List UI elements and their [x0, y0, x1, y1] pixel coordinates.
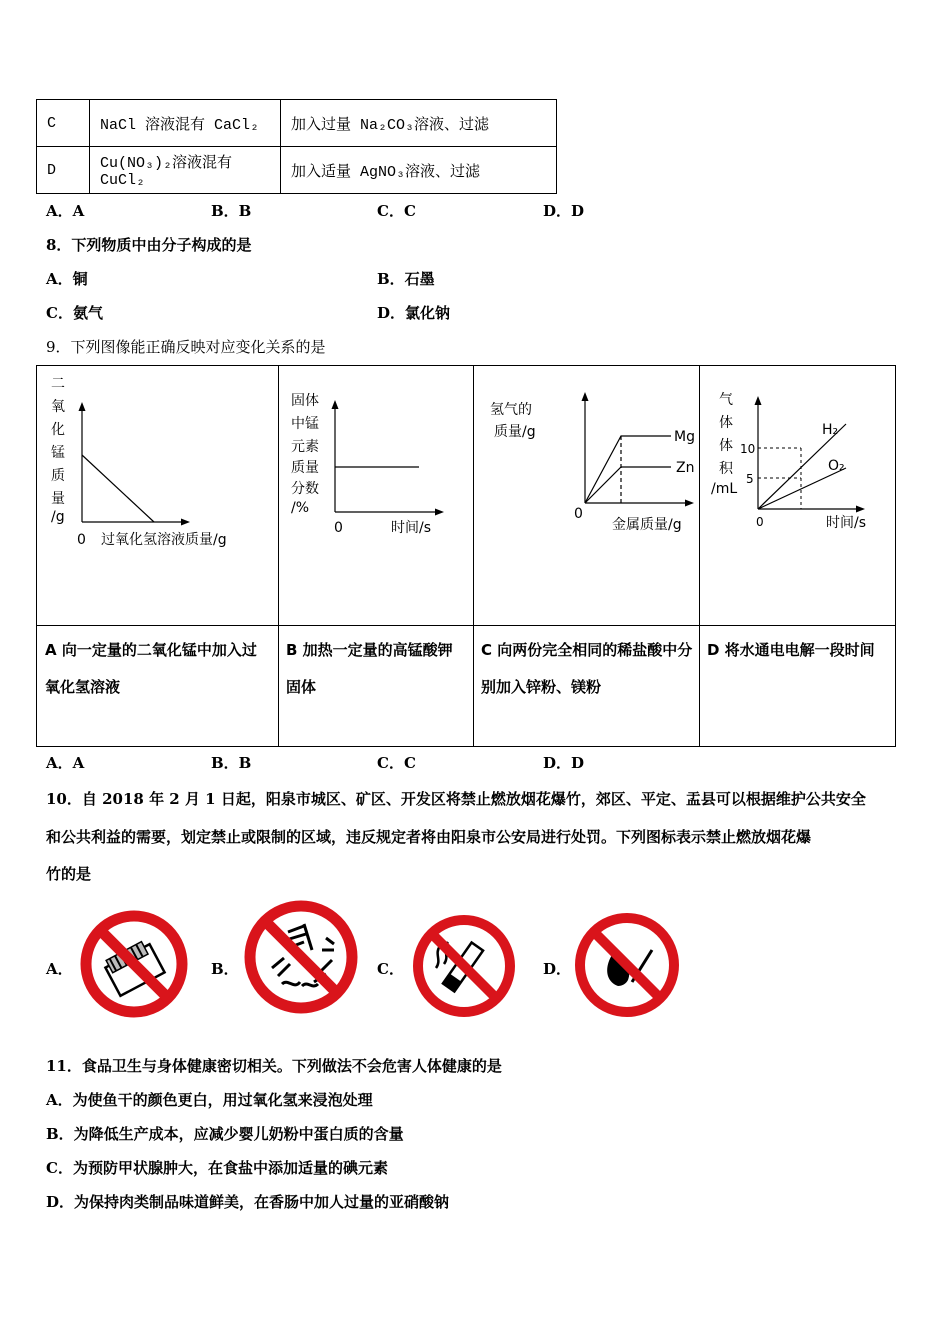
graph-d — [700, 366, 896, 624]
no-open-flame-sign-icon[interactable] — [572, 910, 682, 1020]
graph-d-o2-label: O₂ — [828, 458, 845, 474]
graph-a — [37, 366, 278, 624]
graph-d-tick-5: 5 — [746, 472, 754, 486]
svg-text:质量/g: 质量/g — [494, 424, 536, 440]
graph-d-ylabel — [711, 392, 737, 497]
graph-a-origin: 0 — [77, 532, 86, 548]
q10-stem-line-2: 和公共利益的需要，划定禁止或限制的区域，违反规定者将由阳泉市公安局进行处罚。下列图标表示禁止燃放烟花爆 — [46, 828, 812, 846]
no-fireworks-sign-icon[interactable] — [242, 898, 360, 1016]
graph-c — [474, 366, 699, 624]
no-matches-sign-icon[interactable] — [78, 908, 190, 1020]
svg-text:质量: 质量 — [291, 460, 319, 476]
q11-stem: 11．食品卫生与身体健康密切相关。下列做法不会危害人体健康的是 — [46, 1057, 502, 1075]
graph-a-xlabel: 过氧化氢溶液质量/g — [101, 532, 227, 548]
q8-option-a[interactable]: A．铜 — [46, 270, 88, 288]
svg-text:体: 体 — [719, 438, 733, 454]
q9-option-c[interactable]: C．C — [377, 754, 416, 772]
graph-b — [279, 366, 473, 624]
q7-option-a[interactable]: A．A — [46, 202, 85, 220]
graph-c-origin: 0 — [574, 506, 583, 522]
graph-c-ylabel — [490, 402, 536, 440]
method-cell: 加入适量 AgNO₃溶液、过滤 — [281, 147, 557, 194]
q9-caption-c: C 向两份完全相同的稀盐酸中分别加入锌粉、镁粉 — [481, 641, 693, 696]
svg-text:固体: 固体 — [291, 393, 319, 409]
graph-a-line — [82, 455, 154, 522]
table-row — [37, 100, 557, 147]
svg-text:量: 量 — [51, 491, 65, 507]
svg-text:质: 质 — [51, 468, 65, 484]
graph-d-tick-10: 10 — [740, 442, 756, 456]
graph-b-origin: 0 — [334, 520, 343, 536]
q10-option-c-label[interactable]: C． — [377, 960, 404, 978]
graph-c-xlabel: 金属质量/g — [612, 517, 682, 533]
q7-option-d[interactable]: D．D — [543, 202, 585, 220]
mixture-cell: Cu(NO₃)₂溶液混有 CuCl₂ — [90, 147, 281, 194]
svg-text:体: 体 — [719, 415, 733, 431]
row-label: C — [37, 100, 90, 147]
q7-option-b[interactable]: B．B — [211, 202, 252, 220]
svg-text:元素: 元素 — [291, 439, 319, 455]
reagent-table — [36, 99, 557, 194]
svg-text:氢气的: 氢气的 — [490, 402, 532, 418]
svg-text:二: 二 — [51, 376, 65, 392]
svg-text:积: 积 — [719, 461, 733, 477]
svg-text:分数: 分数 — [291, 481, 319, 497]
graph-c-mg-label: Mg — [674, 429, 695, 445]
q9-caption-d: D 将水通电电解一段时间 — [707, 641, 875, 659]
graph-c-mg-line — [585, 436, 671, 503]
q10-stem-line-3: 竹的是 — [46, 865, 92, 883]
q8-option-d[interactable]: D．氯化钠 — [377, 304, 451, 322]
graph-c-zn-label: Zn — [676, 460, 695, 476]
svg-text:化: 化 — [51, 422, 65, 438]
q8-stem: 8．下列物质中由分子构成的是 — [46, 236, 252, 254]
graph-a-ylabel — [51, 376, 65, 525]
svg-text:/mL: /mL — [711, 481, 738, 497]
graph-b-ylabel — [291, 392, 319, 516]
svg-text:锰: 锰 — [51, 445, 65, 461]
q11-option-a[interactable]: A．为使鱼干的颜色更白，用过氧化氢来浸泡处理 — [46, 1091, 373, 1109]
svg-text:气: 气 — [719, 392, 733, 408]
q10-option-d-label[interactable]: D． — [543, 960, 572, 978]
q9-option-b[interactable]: B．B — [211, 754, 252, 772]
graph-c-zn-line — [585, 467, 671, 503]
q9-option-d[interactable]: D．D — [543, 754, 585, 772]
q10-option-b-label[interactable]: B． — [211, 960, 239, 978]
graph-d-h2-label: H₂ — [822, 422, 839, 438]
q9-graph-table — [36, 365, 896, 747]
method-cell: 加入过量 Na₂CO₃溶液、过滤 — [281, 100, 557, 147]
graph-d-origin: 0 — [756, 515, 764, 529]
svg-text:/%: /% — [291, 500, 310, 516]
q10-option-a-label[interactable]: A． — [46, 960, 73, 978]
graph-d-xlabel: 时间/s — [826, 515, 867, 531]
q11-option-b[interactable]: B．为降低生产成本，应减少婴儿奶粉中蛋白质的含量 — [46, 1125, 404, 1143]
graph-d-o2-line — [758, 468, 846, 509]
no-smoking-sign-icon[interactable] — [410, 912, 518, 1020]
q10-stem-line-1: 10．自 2018 年 2 月 1 日起，阳泉市城区、矿区、开发区将禁止燃放烟花爆竹，郊区、平定、盂县可以根据维护公共安全 — [46, 790, 866, 808]
q9-caption-a: A 向一定量的二氧化锰中加入过氧化氢溶液 — [45, 641, 257, 696]
q9-caption-b: B 加热一定量的高锰酸钾固体 — [286, 641, 453, 696]
table-row — [37, 147, 557, 194]
svg-text:/g: /g — [51, 509, 65, 525]
svg-text:中锰: 中锰 — [291, 416, 319, 432]
graph-b-xlabel: 时间/s — [391, 520, 432, 536]
mixture-cell: NaCl 溶液混有 CaCl₂ — [90, 100, 281, 147]
row-label: D — [37, 147, 90, 194]
q7-option-c[interactable]: C．C — [377, 202, 416, 220]
q8-option-b[interactable]: B．石墨 — [377, 270, 435, 288]
q9-option-a[interactable]: A．A — [46, 754, 85, 772]
svg-text:氧: 氧 — [51, 399, 65, 415]
q11-option-d[interactable]: D．为保持肉类制品味道鲜美，在香肠中加人过量的亚硝酸钠 — [46, 1193, 450, 1211]
q11-option-c[interactable]: C．为预防甲状腺肿大，在食盐中添加适量的碘元素 — [46, 1159, 388, 1177]
q9-stem: 9．下列图像能正确反映对应变化关系的是 — [46, 338, 326, 356]
q8-option-c[interactable]: C．氨气 — [46, 304, 103, 322]
